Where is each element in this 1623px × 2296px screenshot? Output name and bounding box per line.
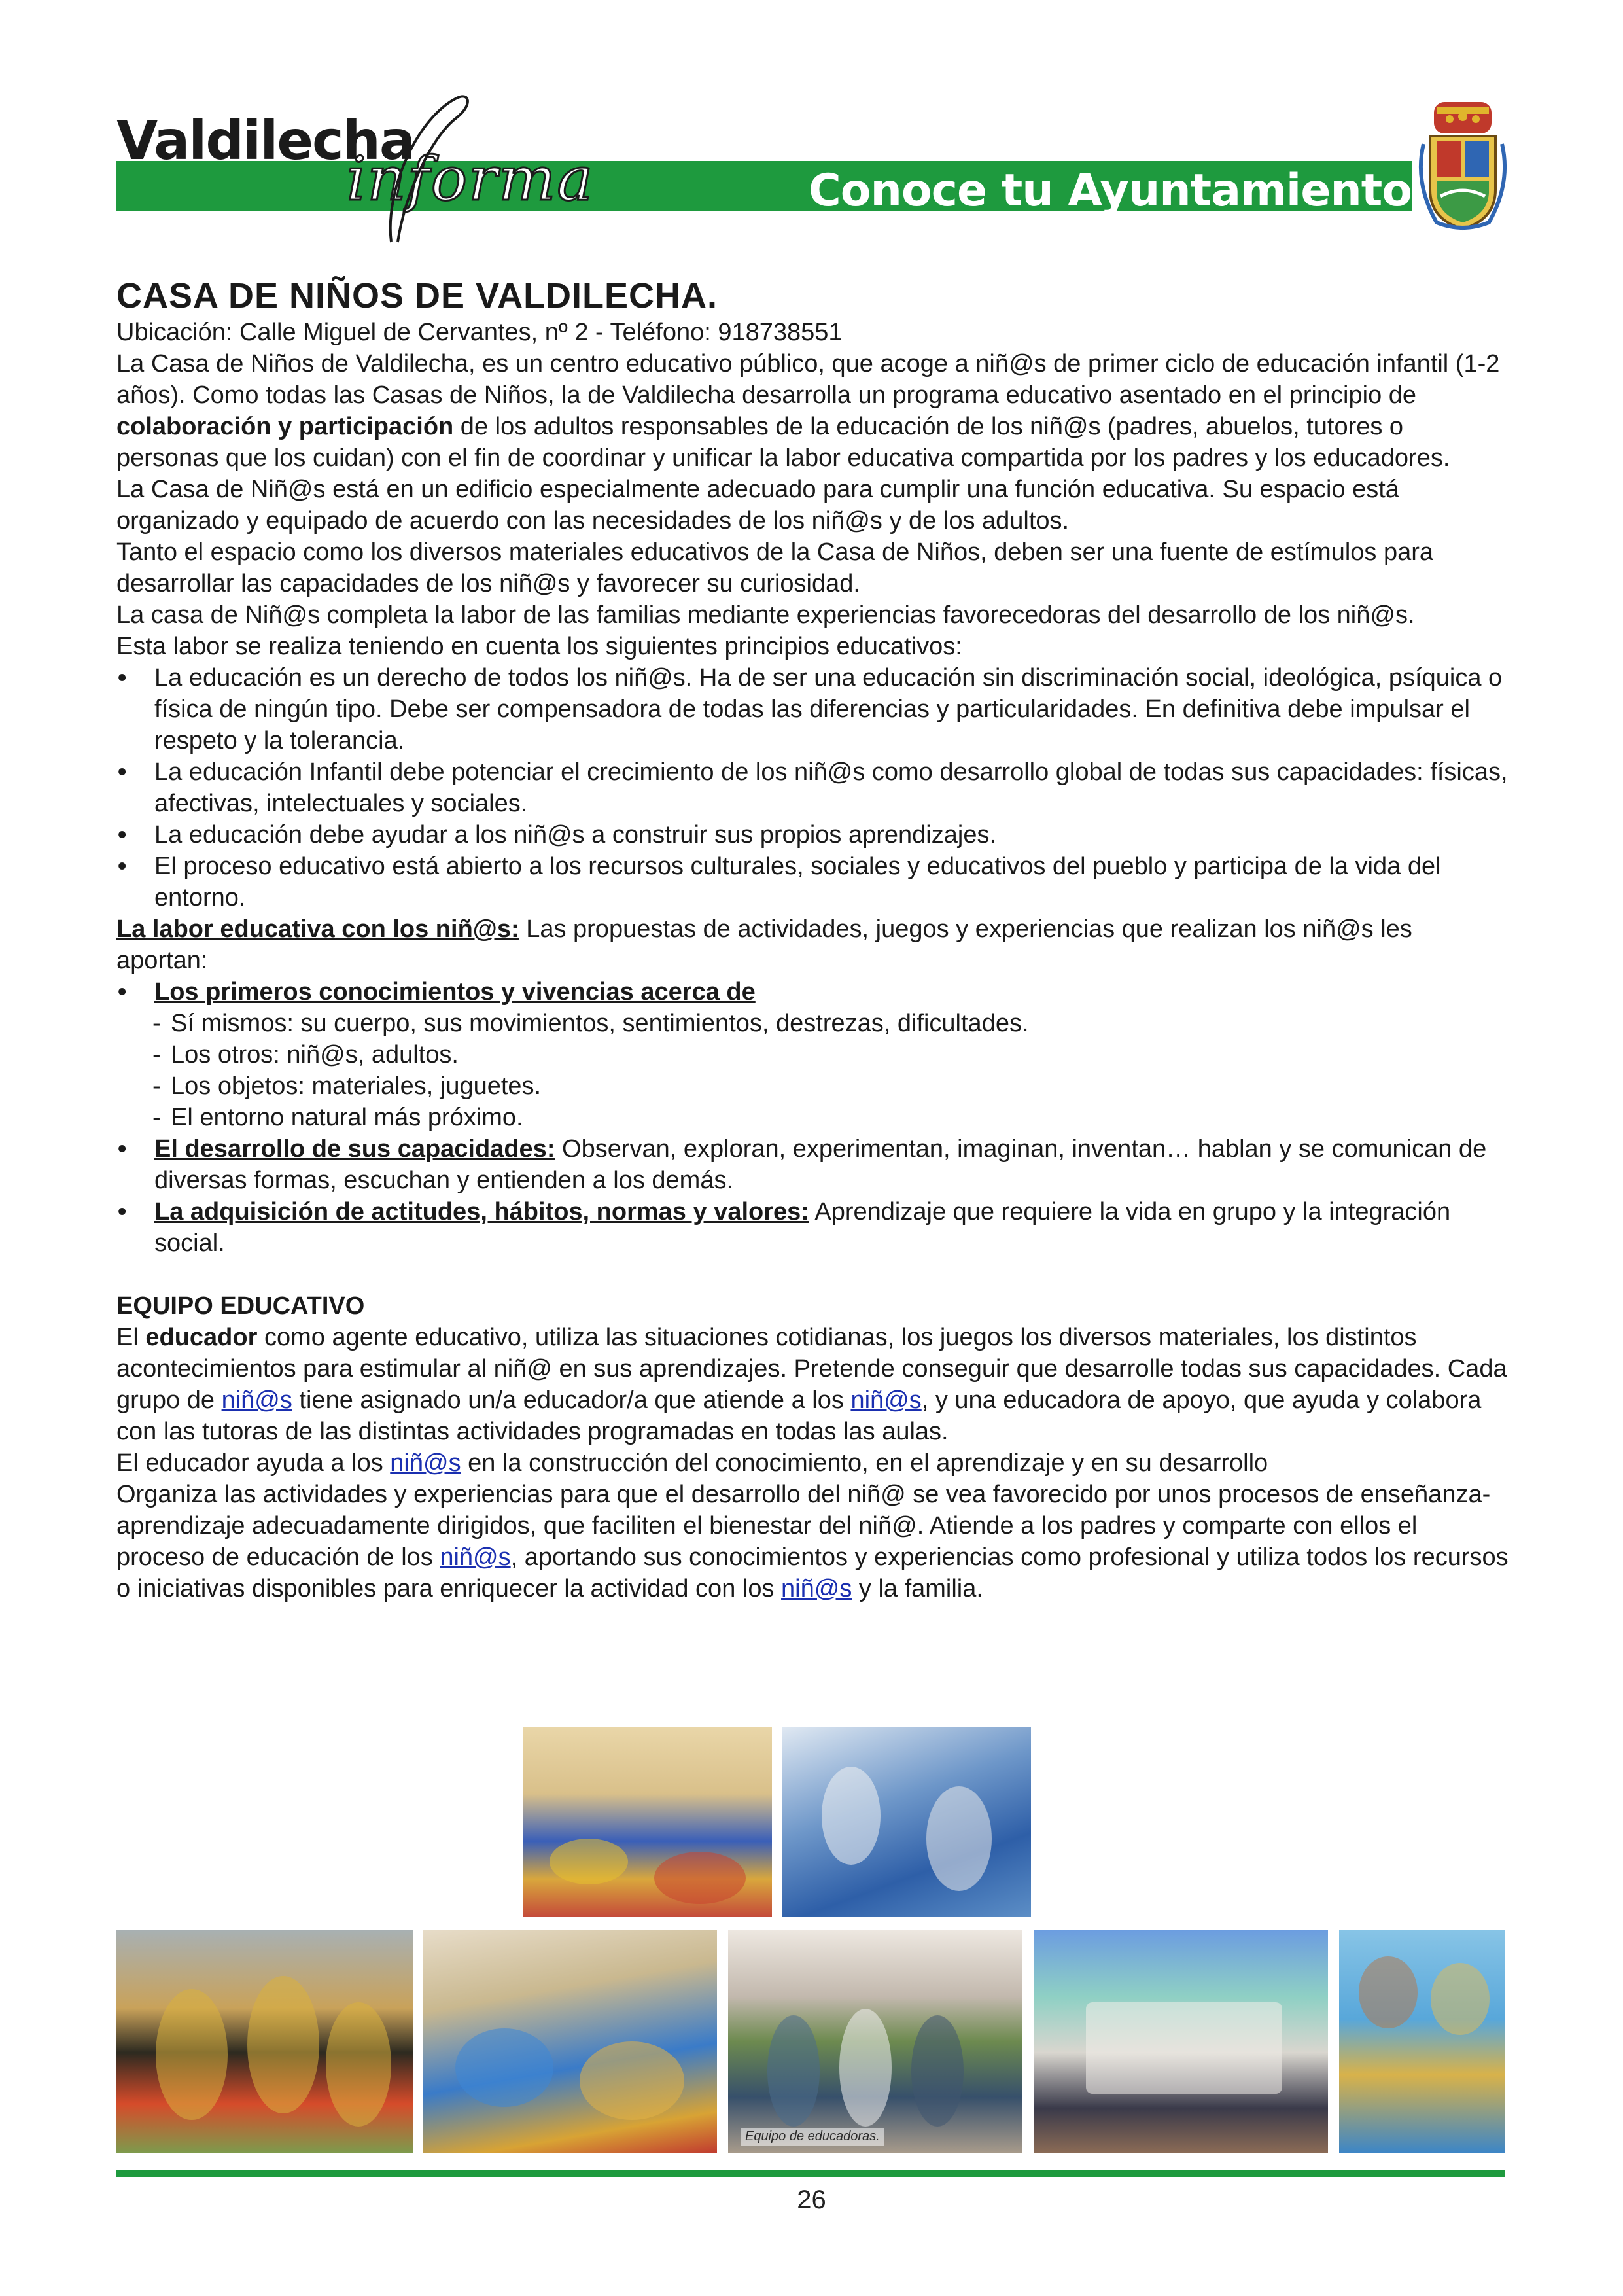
text: El: [116, 1324, 146, 1351]
labor-paragraph: [116, 913, 1510, 976]
brand-title: Valdilecha: [116, 110, 415, 172]
intro-text-b: de los adultos responsables de la educación de los niñ@s (padres, abuelos, tutores o personas que los cuidan) con el fin de coordinar y unificar la labor educativa compartida por los padres y los educadores.: [116, 413, 1450, 472]
equipo-paragraph-2: [116, 1447, 1510, 1479]
text: , y una educadora de apoyo, que ayuda y colabora con las tutoras de las distintas actividades programadas en todas las aulas.: [116, 1386, 1482, 1445]
text: , aportando sus conocimientos y experiencias como profesional y utiliza todos los recursos o iniciativas disponibles para enriquecer la actividad con los: [116, 1544, 1509, 1602]
labor-text: Las propuestas de actividades, juegos y experiencias que realizan los niñ@s les aportan:: [116, 915, 1412, 974]
labor-list: [116, 976, 1510, 1008]
list-item: [116, 976, 1510, 1008]
labor-item-heading: La adquisición de actitudes, hábitos, normas y valores:: [154, 1198, 809, 1226]
principles-list: [116, 662, 1510, 913]
text: tiene asignado un/a educador/a que atiende a los: [292, 1386, 851, 1414]
list-item: - Los objetos: materiales, juguetes.: [152, 1070, 1510, 1102]
intro-bold-text: colaboración y participación: [116, 413, 454, 440]
text: en la construcción del conocimiento, en el aprendizaje y en su desarrollo: [461, 1449, 1268, 1477]
brand-script: informa: [347, 144, 595, 214]
ninos-link[interactable]: niñ@s: [440, 1544, 511, 1571]
photo-caption: Equipo de educadoras.: [741, 2128, 884, 2146]
list-item: • La educación debe ayudar a los niñ@s a construir sus propios aprendizajes.: [116, 819, 1510, 851]
list-item: - Sí mismos: su cuerpo, sus movimientos, sentimientos, destrezas, dificultades.: [152, 1008, 1510, 1039]
photo-classroom: [423, 1930, 717, 2153]
labor-heading: La labor educativa con los niñ@s:: [116, 915, 519, 943]
footer-rule: [116, 2170, 1505, 2177]
photo-blue-wall: [782, 1727, 1031, 1917]
labor-item-heading: El desarrollo de sus capacidades:: [154, 1135, 555, 1163]
list-item: [116, 1133, 1510, 1196]
coat-of-arms-icon: [1410, 98, 1515, 236]
list-item: - El entorno natural más próximo.: [152, 1102, 1510, 1133]
text: Organiza las actividades y experiencias para que el desarrollo del niñ@ se vea favorecido por unos procesos de enseñanza-aprendizaje adecuadamente dirigidos, que faciliten el bienestar del niñ@. Atiende a los padres y comparte con ellos el proceso de educación de los: [116, 1481, 1491, 1571]
equipo-paragraph-3: [116, 1479, 1510, 1604]
intro-text-a: La Casa de Niños de Valdilecha, es un centro educativo público, que acoge a niñ@s de primer ciclo de educación infantil (1-2 años). Como todas las Casas de Niños, la de Valdilecha desarrolla un programa educativo asentado en el principio de: [116, 350, 1500, 409]
text: como agente educativo, utiliza las situaciones cotidianas, los juegos los diversos materiales, los distintos acontecimientos para estimular al niñ@ en sus aprendizajes. Pretende conseguir que desarrolle todas sus capacidades. Cada grupo de: [116, 1324, 1507, 1414]
labor-sublist: [116, 1008, 1510, 1133]
ninos-link[interactable]: niñ@s: [850, 1386, 922, 1414]
list-item: • La educación Infantil debe potenciar el crecimiento de los niñ@s como desarrollo global de todas sus capacidades: físicas, afectivas, intelectuales y sociales.: [116, 756, 1510, 819]
photo-playroom: [523, 1727, 772, 1917]
article-title: CASA DE NIÑOS DE VALDILECHA.: [116, 276, 718, 315]
labor-list-continued: [116, 1133, 1510, 1259]
list-item: [116, 1196, 1510, 1259]
educador-bold-text: educador: [145, 1324, 258, 1351]
ninos-link[interactable]: niñ@s: [781, 1575, 852, 1602]
photo-costumes: [116, 1930, 413, 2153]
intro-paragraph: [116, 348, 1510, 474]
equipo-heading: EQUIPO EDUCATIVO: [116, 1292, 365, 1320]
text: El educador ayuda a los: [116, 1449, 391, 1477]
labor-item-text: Aprendizaje que requiere la vida en grupo y la integración social.: [154, 1198, 1451, 1257]
swash-icon: [378, 92, 476, 249]
paragraph-building: La Casa de Niñ@s está en un edificio especialmente adecuado para cumplir una función educativa. Su espacio está organizado y equipado de acuerdo con las necesidades de los niñ@s y de los adultos.: [116, 476, 1399, 535]
paragraph-principles-intro: Esta labor se realiza teniendo en cuenta los siguientes principios educativos:: [116, 633, 962, 660]
spacer: [116, 1259, 1510, 1290]
labor-item-text: Observan, exploran, experimentan, imaginan, inventan… hablan y se comunican de diversas formas, escuchan y entienden a los demás.: [154, 1135, 1487, 1194]
list-item: • La educación es un derecho de todos los niñ@s. Ha de ser una educación sin discriminación social, ideológica, psíquica o física de ningún tipo. Debe ser compensadora de todas las diferencias y particularidades. En definitiva debe impulsar el respeto y la tolerancia.: [116, 662, 1510, 756]
page-number: 26: [797, 2185, 826, 2214]
photo-educators: [728, 1930, 1022, 2153]
text: y la familia.: [852, 1575, 983, 1602]
photo-children-table: [1339, 1930, 1505, 2153]
list-item: - Los otros: niñ@s, adultos.: [152, 1039, 1510, 1070]
photo-mural-room: [1034, 1930, 1328, 2153]
section-title: Conoce tu Ayuntamiento: [808, 165, 1412, 217]
list-item: • El proceso educativo está abierto a los recursos culturales, sociales y educativos del pueblo y participa de la vida del entorno.: [116, 851, 1510, 913]
equipo-paragraph-1: [116, 1322, 1510, 1447]
masthead: [116, 98, 1523, 249]
article: [116, 275, 1510, 1604]
ninos-link[interactable]: niñ@s: [221, 1386, 292, 1414]
location-line: Ubicación: Calle Miguel de Cervantes, nº 2 - Teléfono: 918738551: [116, 319, 843, 346]
labor-item-heading: Los primeros conocimientos y vivencias acerca de: [154, 978, 756, 1006]
paragraph-families: La casa de Niñ@s completa la labor de las familias mediante experiencias favorecedoras del desarrollo de los niñ@s.: [116, 601, 1415, 629]
ninos-link[interactable]: niñ@s: [390, 1449, 461, 1477]
paragraph-space: Tanto el espacio como los diversos materiales educativos de la Casa de Niños, deben ser una fuente de estímulos para desarrollar las capacidades de los niñ@s y favorecer su curiosidad.: [116, 539, 1434, 597]
